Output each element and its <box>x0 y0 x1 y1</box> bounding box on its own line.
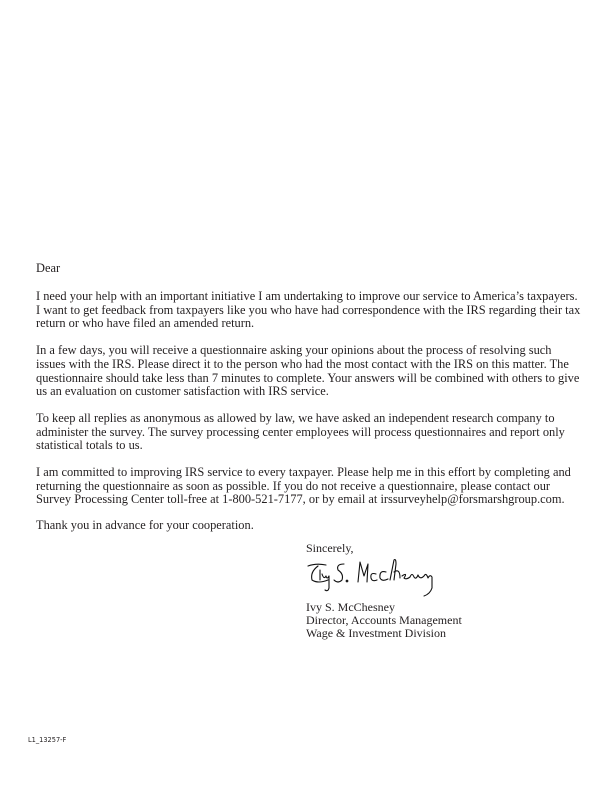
salutation: Dear <box>36 261 61 275</box>
paragraph-4-line: I am committed to improving IRS service to every taxpayer. Please help me in this effort by completing and <box>36 465 571 479</box>
signer-division: Wage & Investment Division <box>306 626 447 640</box>
signer-title: Director, Accounts Management <box>306 613 462 627</box>
thank-you-line: Thank you in advance for your cooperation. <box>36 518 254 532</box>
paragraph-3-line: To keep all replies as anonymous as allowed by law, we have asked an independent research company to <box>36 411 555 425</box>
paragraph-2-line: issues with the IRS. Please direct it to the person who had the most contact with the IRS on this matter. The <box>36 357 569 371</box>
paragraph-4-line: returning the questionnaire as soon as possible. If you do not receive a questionnaire, please contact our <box>36 479 551 493</box>
paragraph-3-line: administer the survey. The survey processing center employees will process questionnaires and report only <box>36 425 565 439</box>
paragraph-4-line: Survey Processing Center toll-free at 1-800-521-7177, or by email at irssurveyhelp@forsmarshgroup.com. <box>36 492 565 506</box>
paragraph-1-line: I want to get feedback from taxpayers like you who have had correspondence with the IRS regarding their tax <box>36 303 581 317</box>
signer-name: Ivy S. McChesney <box>306 600 395 614</box>
handwritten-signature <box>304 558 464 598</box>
form-code: L1_13257-F <box>28 736 67 744</box>
paragraph-1-line: I need your help with an important initiative I am undertaking to improve our service to America’s taxpayers. <box>36 289 578 303</box>
paragraph-2-line: In a few days, you will receive a questionnaire asking your opinions about the process of resolving such <box>36 343 552 357</box>
paragraph-2-line: us an evaluation on customer satisfaction with IRS service. <box>36 384 329 398</box>
closing: Sincerely, <box>306 541 354 555</box>
paragraph-2-line: questionnaire should take less than 7 minutes to complete. Your answers will be combined with others to give <box>36 371 580 385</box>
paragraph-1-line: return or who have filed an amended return. <box>36 316 255 330</box>
paragraph-3-line: statistical totals to us. <box>36 438 143 452</box>
